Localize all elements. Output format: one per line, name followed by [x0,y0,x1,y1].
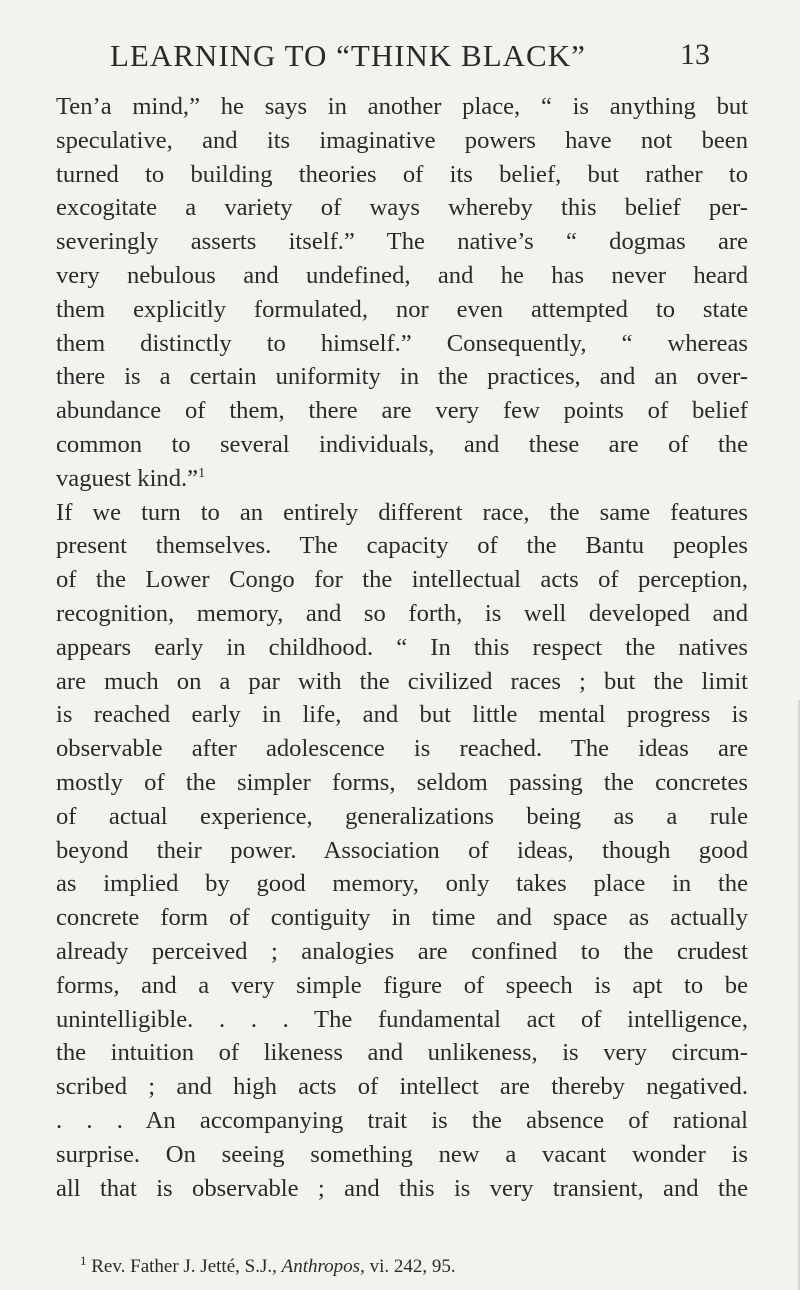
text-line: there is a certain uniformity in the practices, and an over- [56,363,748,391]
text-line: mostly of the simpler forms, seldom passing the concretes [56,768,748,796]
text-line: present themselves. The capacity of the Bantu peoples [56,532,748,560]
text-line: is reached early in life, and but little mental progress is [56,701,748,729]
page-number: 13 [680,38,710,71]
text-line: severingly asserts itself.” The native’s “ dogmas are [56,228,748,256]
text-line: If we turn to an entirely different race, the same features [56,498,748,526]
running-title: LEARNING TO “THINK BLACK” [110,38,586,73]
text-line-content: vaguest kind.” [56,464,199,492]
footnote-marker: 1 [80,1253,87,1268]
body-text [56,90,748,1205]
text-line: are much on a par with the civilized races ; but the limit [56,667,748,695]
text-line: observable after adolescence is reached. The ideas are [56,735,748,763]
text-line: unintelligible. . . . The fundamental act of intelligence, [56,1005,748,1033]
text-line: scribed ; and high acts of intellect are thereby negatived. [56,1073,748,1101]
text-line: turned to building theories of its belief, but rather to [56,160,748,188]
text-line: . . . An accompanying trait is the absence of rational [56,1106,748,1134]
text-line: common to several individuals, and these are of the [56,430,748,458]
text-line: concrete form of contiguity in time and space as actually [56,904,748,932]
text-line: of actual experience, generalizations being as a rule [56,802,748,830]
text-line: forms, and a very simple figure of speech is apt to be [56,971,748,999]
footnote-citation: Rev. Father J. Jetté, S.J., [91,1256,282,1277]
text-line: already perceived ; analogies are confined to the crudest [56,937,748,965]
text-line: abundance of them, there are very few points of belief [56,397,748,425]
text-line: speculative, and its imaginative powers have not been [56,126,748,154]
text-line: all that is observable ; and this is very transient, and the [56,1174,748,1202]
running-head [110,38,710,78]
text-line: very nebulous and undefined, and he has never heard [56,261,748,289]
text-line: appears early in childhood. “ In this respect the natives [56,633,748,661]
footnote-reference[interactable]: 1 [198,465,206,481]
text-line: of the Lower Congo for the intellectual acts of perception, [56,566,748,594]
footnote-citation-end: , vi. 242, 95. [360,1256,456,1277]
text-line: as implied by good memory, only takes place in the [56,870,748,898]
text-line: surprise. On seeing something new a vacant wonder is [56,1140,748,1168]
text-line: beyond their power. Association of ideas, though good [56,836,748,864]
text-line: them explicitly formulated, nor even attempted to state [56,295,748,323]
text-line: recognition, memory, and so forth, is well developed and [56,599,748,627]
footnote-journal: Anthropos [281,1256,361,1277]
text-line: them distinctly to himself.” Consequently, “ whereas [56,329,748,357]
text-line: Ten’a mind,” he says in another place, “ is anything but [56,93,748,120]
text-line: excogitate a variety of ways whereby this belief per- [56,194,748,222]
text-line: the intuition of likeness and unlikeness, is very circum- [56,1039,748,1067]
text-line-paragraph-end [56,462,748,496]
footnote [80,1253,456,1278]
